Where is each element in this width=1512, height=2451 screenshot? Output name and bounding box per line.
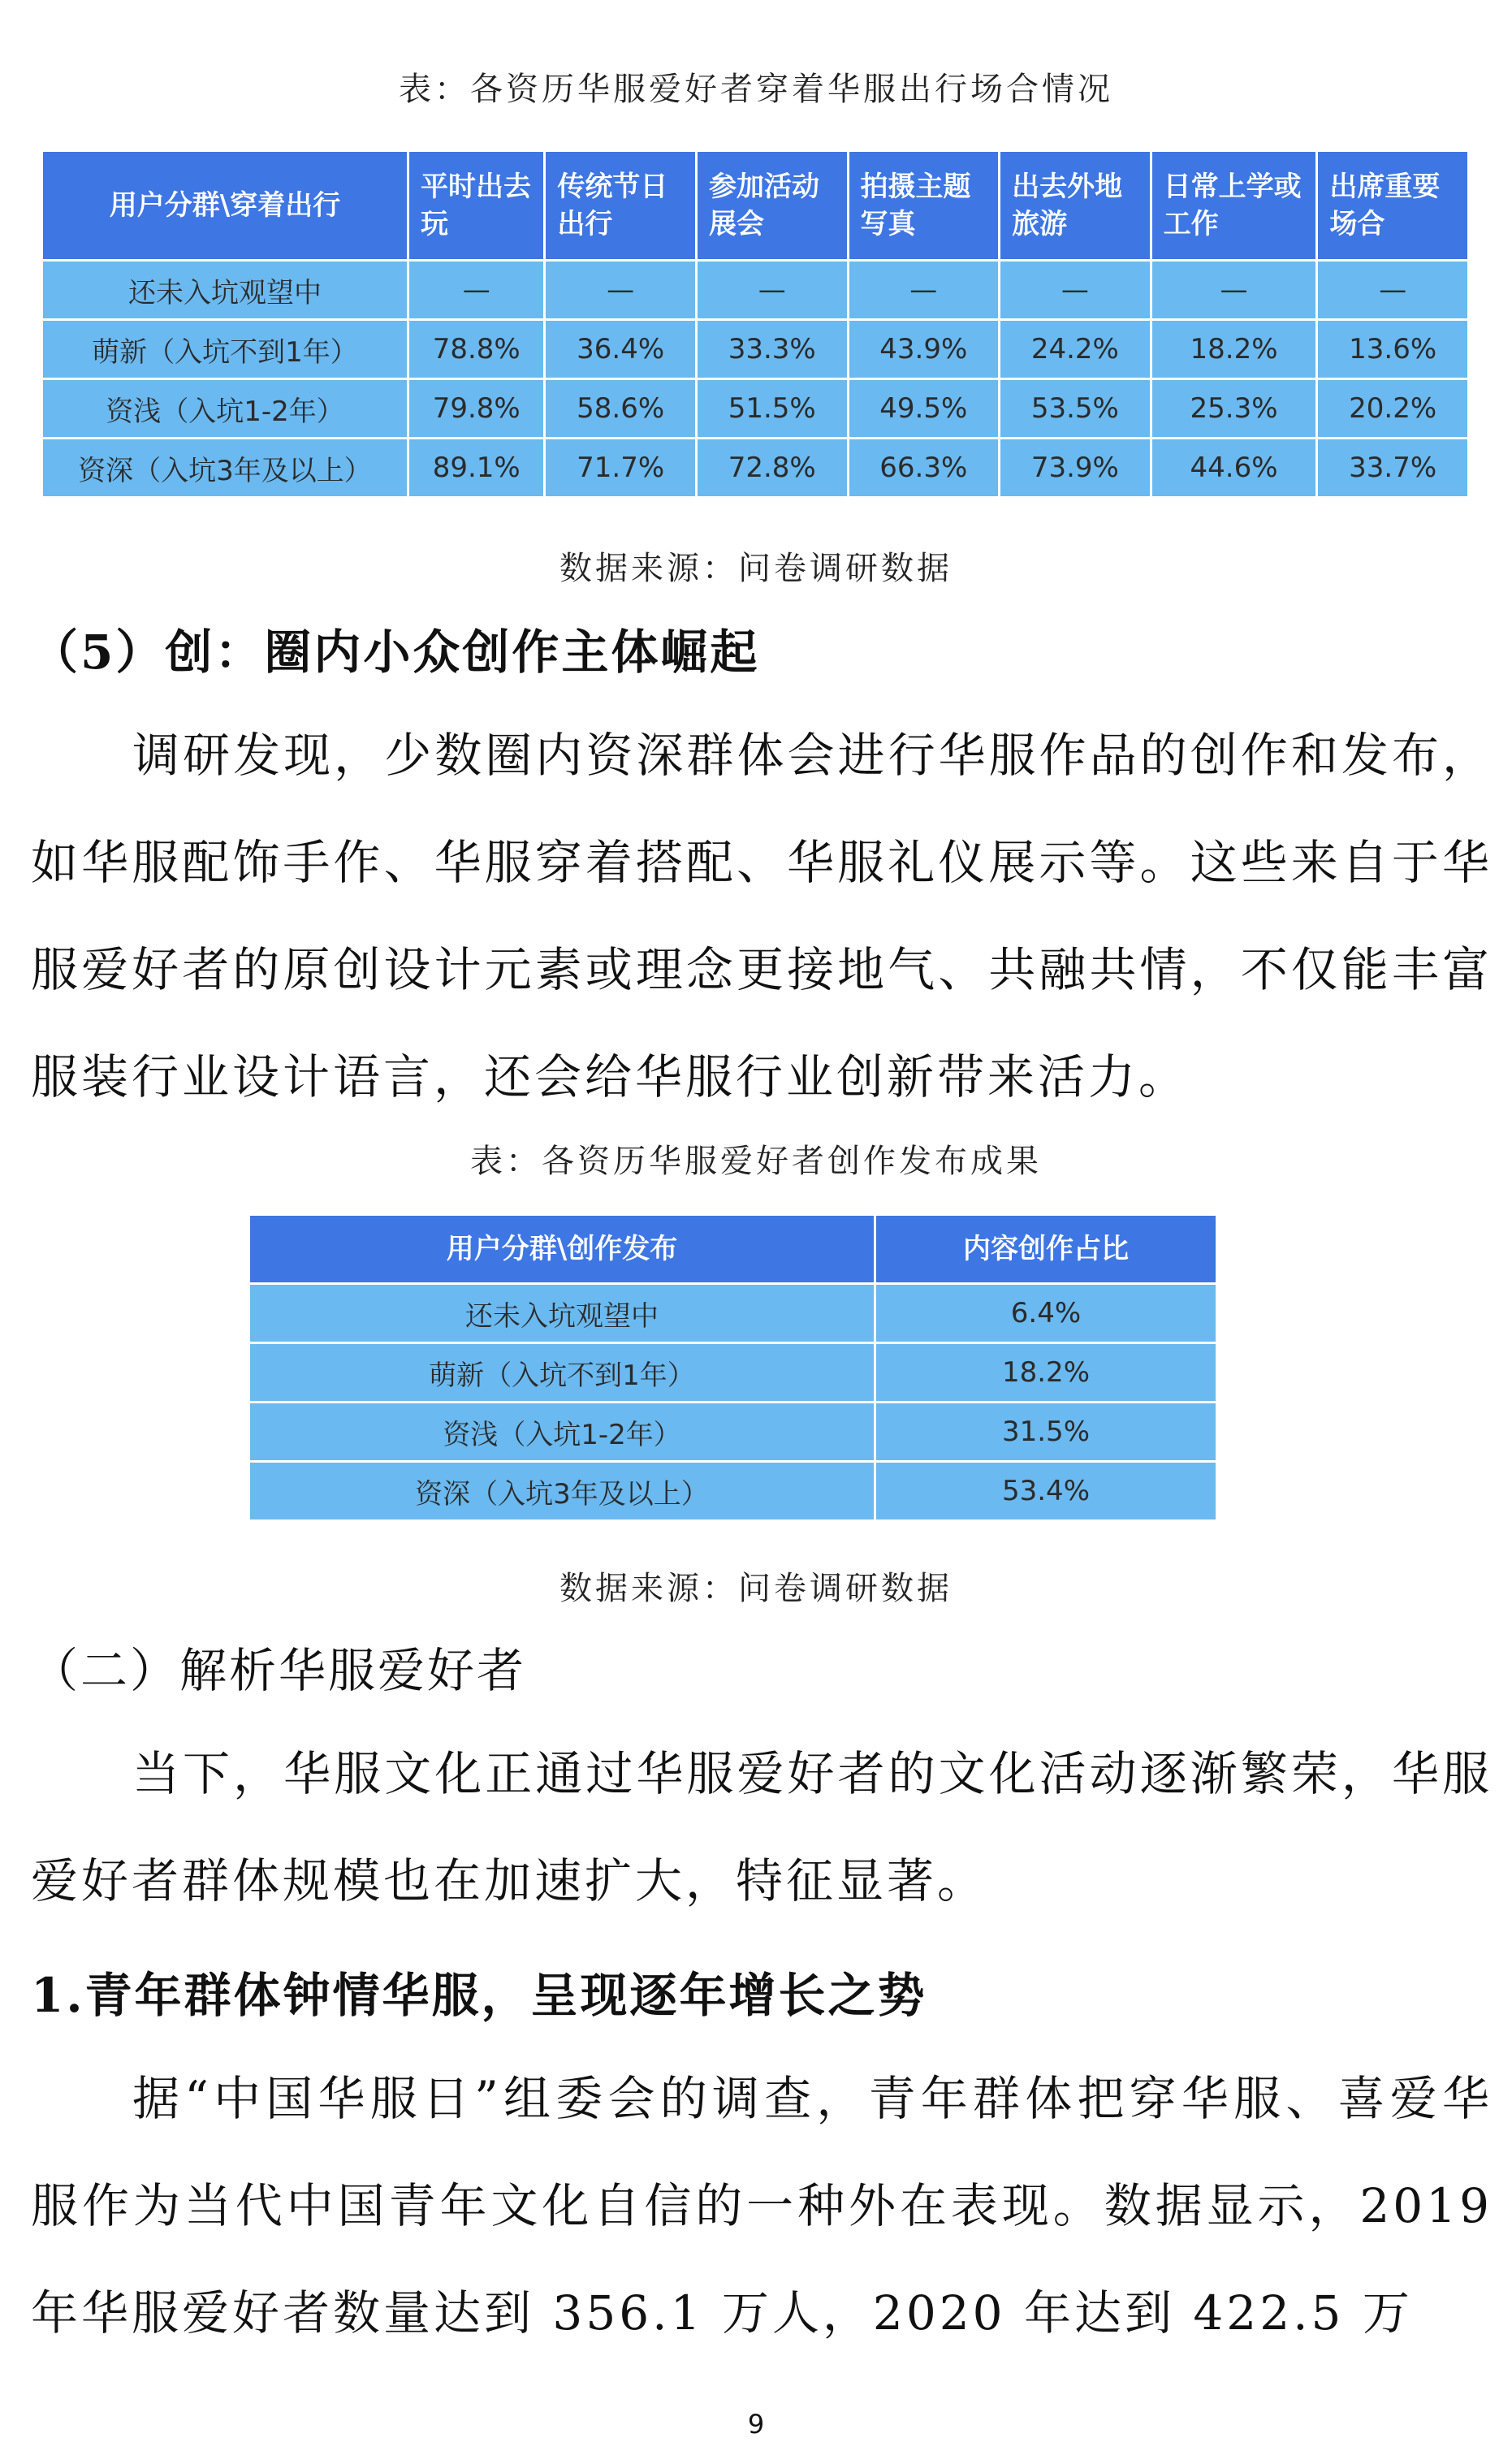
table-header-cell: 传统节日出行 <box>545 151 697 261</box>
table-cell: 资浅（入坑1-2年） <box>42 379 408 439</box>
table-cell: 71.7% <box>545 439 697 498</box>
table-row <box>249 1284 1217 1343</box>
table-cell: — <box>696 261 848 320</box>
table-cell: — <box>1317 261 1469 320</box>
section5-heading: （5）创：圈内小众创作主体崛起 <box>31 625 760 680</box>
table-cell: 还未入坑观望中 <box>42 261 408 320</box>
table-cell: 43.9% <box>848 320 1000 379</box>
table-cell: 36.4% <box>545 320 697 379</box>
table-cell: 89.1% <box>408 439 545 498</box>
table-cell: 53.5% <box>1000 379 1151 439</box>
table-row <box>249 1403 1217 1462</box>
table-header-cell: 平时出去玩 <box>408 151 545 261</box>
table-header-cell: 内容创作占比 <box>875 1215 1217 1284</box>
table-row <box>249 1462 1217 1521</box>
table1-source: 数据来源：问卷调研数据 <box>559 550 953 587</box>
table-cell: 33.3% <box>696 320 848 379</box>
table-header-cell: 日常上学或工作 <box>1151 151 1317 261</box>
table-cell: 78.8% <box>408 320 545 379</box>
table-cell: 53.4% <box>875 1462 1217 1521</box>
table-header-cell: 参加活动展会 <box>696 151 848 261</box>
table-cell: 还未入坑观望中 <box>249 1284 875 1343</box>
table-cell: — <box>848 261 1000 320</box>
table-cell: 6.4% <box>875 1284 1217 1343</box>
section5-paragraph: 调研发现，少数圈内资深群体会进行华服作品的创作和发布，如华服配饰手作、华服穿着搭配、华服礼仪展示等。这些来自于华服爱好者的原创设计元素或理念更接地气、共融共情，不仅能丰富服装行业设计语言，还会给华服行业创新带来活力。 <box>31 728 1493 1104</box>
table-cell: — <box>1151 261 1317 320</box>
table-header-cell: 拍摄主题写真 <box>848 151 1000 261</box>
section2-paragraph: 当下，华服文化正通过华服爱好者的文化活动逐渐繁荣，华服爱好者群体规模也在加速扩大，特征显著。 <box>31 1746 1493 1908</box>
table-cell: 33.7% <box>1317 439 1469 498</box>
table-cell: — <box>545 261 697 320</box>
subsection1-heading: 1.青年群体钟情华服，呈现逐年增长之势 <box>31 1968 927 2023</box>
table-cell: 73.9% <box>1000 439 1151 498</box>
table-cell: 66.3% <box>848 439 1000 498</box>
table-cell: 51.5% <box>696 379 848 439</box>
table-cell: 萌新（入坑不到1年） <box>249 1343 875 1403</box>
table-row <box>42 439 1469 498</box>
table-cell: 44.6% <box>1151 439 1317 498</box>
table-cell: 资浅（入坑1-2年） <box>249 1403 875 1462</box>
table-row <box>42 379 1469 439</box>
table-cell: 58.6% <box>545 379 697 439</box>
table-cell: 79.8% <box>408 379 545 439</box>
table-header-cell: 出去外地旅游 <box>1000 151 1151 261</box>
table-cell: 18.2% <box>875 1343 1217 1403</box>
table2-caption: 表：各资历华服爱好者创作发布成果 <box>470 1143 1042 1180</box>
table1-caption: 表：各资历华服爱好者穿着华服出行场合情况 <box>399 71 1113 108</box>
table-cell: 18.2% <box>1151 320 1317 379</box>
table-cell: 49.5% <box>848 379 1000 439</box>
subsection1-paragraph: 据“中国华服日”组委会的调查，青年群体把穿华服、喜爱华服作为当代中国青年文化自信的一种外在表现。数据显示，2019 年华服爱好者数量达到 356.1 万人，2020 年达到 422.5 万 <box>31 2071 1493 2341</box>
table-cell: 20.2% <box>1317 379 1469 439</box>
table-row <box>249 1343 1217 1403</box>
table-header-cell: 用户分群\创作发布 <box>249 1215 875 1284</box>
table-cell: 24.2% <box>1000 320 1151 379</box>
table-cell: 72.8% <box>696 439 848 498</box>
table2-source: 数据来源：问卷调研数据 <box>559 1570 953 1607</box>
table-cell: 13.6% <box>1317 320 1469 379</box>
table-cell: 萌新（入坑不到1年） <box>42 320 408 379</box>
outing-occasions-table <box>41 149 1470 499</box>
page-number: 9 <box>747 2409 765 2440</box>
table-header-row <box>249 1215 1217 1284</box>
table-header-row <box>42 151 1469 261</box>
table-cell: 资深（入坑3年及以上） <box>249 1462 875 1521</box>
creation-share-table <box>248 1213 1218 1522</box>
table-header-cell: 出席重要场合 <box>1317 151 1469 261</box>
section2-heading: （二）解析华服爱好者 <box>31 1643 527 1698</box>
table-cell: — <box>1000 261 1151 320</box>
table-cell: — <box>408 261 545 320</box>
table-cell: 资深（入坑3年及以上） <box>42 439 408 498</box>
table-cell: 25.3% <box>1151 379 1317 439</box>
table-row <box>42 261 1469 320</box>
table-cell: 31.5% <box>875 1403 1217 1462</box>
table-row <box>42 320 1469 379</box>
table-header-cell: 用户分群\穿着出行 <box>42 151 408 261</box>
